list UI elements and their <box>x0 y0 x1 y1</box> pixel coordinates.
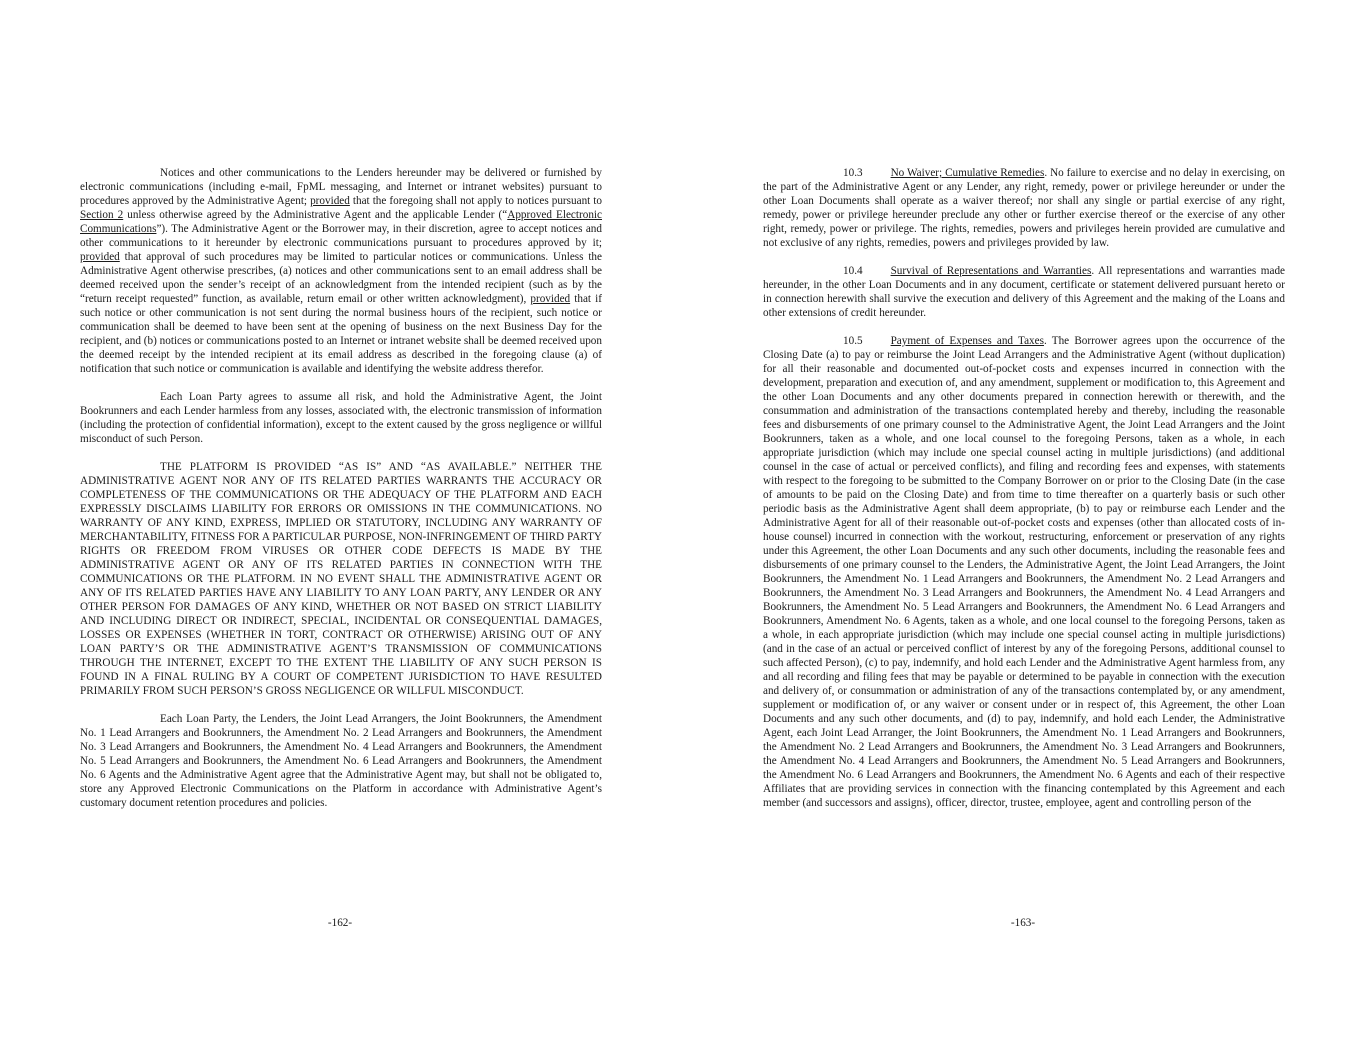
text-segment: ”). The Administrative Agent or the Borrower may, in their discretion, agree to accept notices and other communications to it hereunder by electronic communications pursuant to procedures approved by it; <box>80 223 602 249</box>
section-body: . No failure to exercise and no delay in exercising, on the part of the Administrative Agent or any Lender, any right, remedy, power or privilege hereunder or under the other Loan Documents shall operate as a waiver thereof; nor shall any single or partial exercise of any right, remedy, power or privilege hereunder preclude any other or further exercise thereof or the exercise of any other right, remedy, power or privilege. The rights, remedies, powers and privileges herein provided are cumulative and not exclusive of any rights, remedies, powers and privileges provided by law. <box>763 167 1285 249</box>
section-heading: Payment of Expenses and Taxes <box>890 335 1044 347</box>
right-page <box>763 166 1285 824</box>
page-number-left: -162- <box>327 917 353 929</box>
section-body: . The Borrower agrees upon the occurrence of the Closing Date (a) to pay or reimburse the Joint Lead Arrangers and the Administrative Agent (without duplication) for all their reasonable and documented out-of-pocket costs and expenses incurred in connection with the development, preparation and execution of, and any amendment, supplement or modification to, this Agreement and the other Loan Documents and any other documents prepared in connection herewith or therewith, and the consummation and administration of the transactions contemplated hereby and thereby, including the reasonable fees and disbursements of one primary counsel to the Administrative Agent, the Joint Lead Arrangers and the Joint Bookrunners, taken as a whole, and one local counsel to the foregoing Persons, taken as a whole, in each appropriate jurisdiction (which may include one special counsel acting in multiple jurisdictions) (and additional counsel in the case of actual or perceived conflicts), and filing and recording fees and expenses, with statements with respect to the foregoing to be submitted to the Company Borrower on or prior to the Closing Date (in the case of amounts to be paid on the Closing Date) and from time to time thereafter on a quarterly basis or such other periodic basis as the Administrative Agent shall deem appropriate, (b) to pay or reimburse each Lender and the Administrative Agent for all of their reasonable out-of-pocket costs and expenses (other than allocated costs of in-house counsel) incurred in connection with the workout, restructuring, enforcement or preservation of any rights under this Agreement, the other Loan Documents and any such other documents, including the reasonable fees and disbursements of one primary counsel to the Lenders, the Administrative Agent, the Joint Lead Arrangers, the Joint Bookrunners, the Amendment No. 1 Lead Arrangers and Bookrunners, the Amendment No. 2 Lead Arrangers and Bookrunners, the Amendment No. 3 Lead Arrangers and Bookrunners, the Amendment No. 4 Lead Arrangers and Bookrunners, the Amendment No. 5 Lead Arrangers and Bookrunners, the Amendment No. 6 Lead Arrangers and Bookrunners, Amendment No. 6 Agents, taken as a whole, and one local counsel to the foregoing Persons, taken as a whole, in each appropriate jurisdiction (which may include one special counsel acting in multiple jurisdictions) (and in the case of an actual or perceived conflict of interest by any of the foregoing Persons, additional counsel to such affected Person), (c) to pay, indemnify, and hold each Lender and the Administrative Agent harmless from, any and all recording and filing fees that may be payable or determined to be payable in connection with the execution and delivery of, or consummation or administration of any of the transactions contemplated by, or any amendment, supplement or modification of, or any waiver or consent under or in respect of, this Agreement, the other Loan Documents and any such other documents, and (d) to pay, indemnify, and hold each Lender, the Administrative Agent, each Joint Lead Arranger, the Joint Bookrunners, the Amendment No. 1 Lead Arrangers and Bookrunners, the Amendment No. 2 Lead Arrangers and Bookrunners, the Amendment No. 3 Lead Arrangers and Bookrunners, the Amendment No. 4 Lead Arrangers and Bookrunners, the Amendment No. 5 Lead Arrangers and Bookrunners, the Amendment No. 6 Lead Arrangers and Bookrunners, the Amendment No. 6 Agents and each of their respective Affiliates that are providing services in connection with the financing contemplated by this Agreement and each member (and successors and assigns), officer, director, trustee, employee, agent and controlling person of the <box>763 335 1285 809</box>
section-10-5 <box>763 334 1285 810</box>
section-number: 10.3 <box>843 167 863 179</box>
section-heading: No Waiver; Cumulative Remedies <box>890 167 1045 179</box>
page-number-right: -163- <box>1010 917 1036 929</box>
underlined-term: provided <box>530 293 571 305</box>
platform-disclaimer-paragraph: THE PLATFORM IS PROVIDED “AS IS” AND “AS AVAILABLE.” NEITHER THE ADMINISTRATIVE AGENT NOR ANY OF ITS RELATED PARTIES WARRANTS THE ACCURACY OR COMPLETENESS OF THE COMMUNICATIONS OR THE ADEQUACY OF THE PLATFORM AND EACH EXPRESSLY DISCLAIMS LIABILITY FOR ERRORS OR OMISSIONS IN THE COMMUNICATIONS. NO WARRANTY OF ANY KIND, EXPRESS, IMPLIED OR STATUTORY, INCLUDING ANY WARRANTY OF MERCHANTABILITY, FITNESS FOR A PARTICULAR PURPOSE, NON-INFRINGEMENT OF THIRD PARTY RIGHTS OR FREEDOM FROM VIRUSES OR OTHER CODE DEFECTS IS MADE BY THE ADMINISTRATIVE AGENT OR ANY OF ITS RELATED PARTIES IN CONNECTION WITH THE COMMUNICATIONS OR THE PLATFORM. IN NO EVENT SHALL THE ADMINISTRATIVE AGENT OR ANY OF ITS RELATED PARTIES HAVE ANY LIABILITY TO ANY LOAN PARTY, ANY LENDER OR ANY OTHER PERSON FOR DAMAGES OF ANY KIND, WHETHER OR NOT BASED ON STRICT LIABILITY AND INCLUDING DIRECT OR INDIRECT, SPECIAL, INCIDENTAL OR CONSEQUENTIAL DAMAGES, LOSSES OR EXPENSES (WHETHER IN TORT, CONTRACT OR OTHERWISE) ARISING OUT OF ANY LOAN PARTY’S OR THE ADMINISTRATIVE AGENT’S TRANSMISSION OF COMMUNICATIONS THROUGH THE INTERNET, EXCEPT TO THE EXTENT THE LIABILITY OF ANY SUCH PERSON IS FOUND IN A FINAL RULING BY A COURT OF COMPETENT JURISDICTION TO HAVE RESULTED PRIMARILY FROM SUCH PERSON’S GROSS NEGLIGENCE OR WILLFUL MISCONDUCT. <box>80 461 602 697</box>
section-number: 10.5 <box>843 335 863 347</box>
section-heading: Survival of Representations and Warranties <box>890 265 1092 277</box>
text-segment: that the foregoing shall not apply to notices pursuant to <box>349 195 603 207</box>
section-10-3 <box>763 166 1285 250</box>
defined-term: Approved Electronic Communications <box>80 209 602 235</box>
text-segment: that if such notice or other communication is not sent during the normal business hours of the recipient, such notice or communication shall be deemed to have been sent at the opening of business on the next Business Day for the recipient, and (b) notices or communications posted to an Internet or intranet website shall be deemed received upon the deemed receipt by the intended recipient at its email address as described in the foregoing clause (a) of notification that such notice or communication is available and identifying the website address therefor. <box>80 293 602 375</box>
risk-assumption-paragraph: Each Loan Party agrees to assume all risk, and hold the Administrative Agent, the Joint Bookrunners and each Lender harmless from any losses, associated with, the electronic transmission of information (including the protection of confidential information), except to the extent caused by the gross negligence or willful misconduct of such Person. <box>80 391 602 445</box>
underlined-term: provided <box>310 195 350 207</box>
text-segment: unless otherwise agreed by the Administrative Agent and the applicable Lender (“ <box>123 209 508 221</box>
section-body: . All representations and warranties made hereunder, in the other Loan Documents and in any document, certificate or statement delivered pursuant hereto or in connection herewith shall survive the execution and delivery of this Agreement and the making of the Loans and other extensions of credit hereunder. <box>763 265 1286 319</box>
section-number: 10.4 <box>843 265 863 277</box>
left-page <box>80 166 602 824</box>
section-reference: Section 2 <box>80 209 124 221</box>
underlined-term: provided <box>80 251 120 263</box>
text-segment: that approval of such procedures may be limited to particular notices or communications. Unless the Administrative Agent otherwise prescribes, (a) notices and other communications sent to an email address shall be deemed received upon the sender’s receipt of an acknowledgment from the intended recipient (such as by the “return receipt requested” function, as available, return email or other written acknowledgment), <box>80 251 602 305</box>
electronic-communications-paragraph <box>80 166 602 376</box>
text-segment: Notices and other communications to the Lenders hereunder may be delivered or furnished by electronic communications (including e-mail, FpML messaging, and Internet or intranet websites) pursuant to procedures approved by the Administrative Agent; <box>80 167 602 207</box>
document-retention-paragraph: Each Loan Party, the Lenders, the Joint Lead Arrangers, the Joint Bookrunners, the Amendment No. 1 Lead Arrangers and Bookrunners, the Amendment No. 2 Lead Arrangers and Bookrunners, the Amendment No. 3 Lead Arrangers and Bookrunners, the Amendment No. 4 Lead Arrangers and Bookrunners, the Amendment No. 5 Lead Arrangers and Bookrunners, the Amendment No. 6 Lead Arrangers and Bookrunners, the Amendment No. 6 Agents and the Administrative Agent agree that the Administrative Agent may, but shall not be obligated to, store any Approved Electronic Communications on the Platform in accordance with Administrative Agent’s customary document retention procedures and policies. <box>80 713 602 809</box>
section-10-4 <box>763 264 1285 320</box>
